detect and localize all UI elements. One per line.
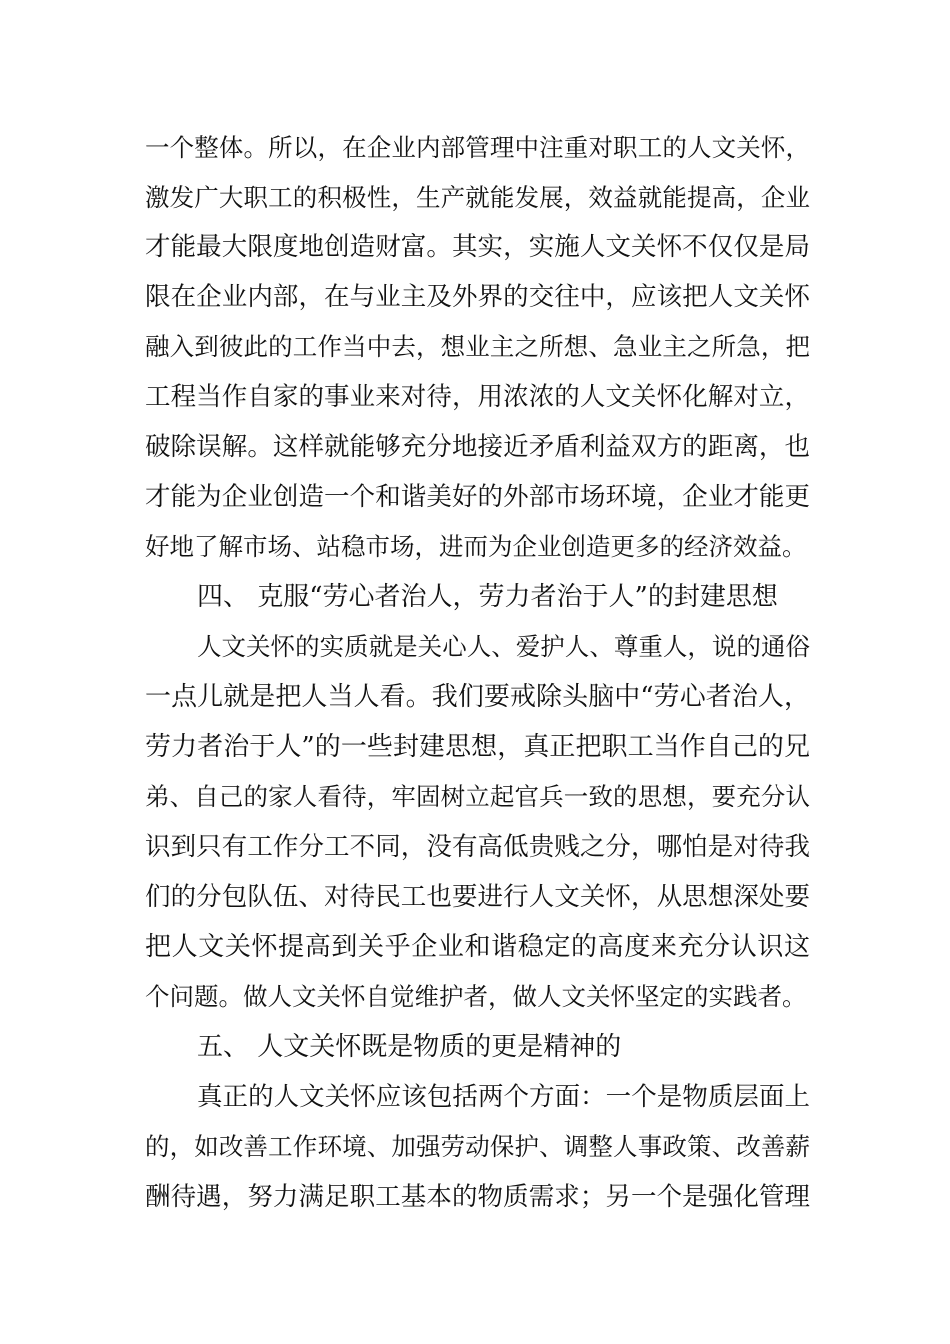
text-line: 的，如改善工作环境、加强劳动保护、调整人事政策、改善薪 [145,1132,810,1161]
text-line: 一点儿就是把人当人看。我们要戒除头脑中“劳心者治人， [145,682,810,712]
text-line: 融入到彼此的工作当中去，想业主之所想、急业主之所急，把 [145,332,810,361]
text-line: 才能最大限度地创造财富。其实，实施人文关怀不仅仅是局 [145,232,810,262]
section-heading: 四、 克服“劳心者治人，劳力者治于人”的封建思想 [197,582,778,612]
text-line: 工程当作自家的事业来对待，用浓浓的人文关怀化解对立， [145,382,810,412]
text-line: 限在企业内部，在与业主及外界的交往中，应该把人文关怀 [145,282,810,312]
text-line: 个问题。做人文关怀自觉维护者，做人文关怀坚定的实践者。 [145,982,807,1011]
text-line: 激发广大职工的积极性，生产就能发展，效益就能提高，企业 [145,183,810,212]
text-line: 劳力者治于人”的一些封建思想，真正把职工当作自己的兄 [145,732,810,762]
text-line: 酬待遇，努力满足职工基本的物质需求；另一个是强化管理 [145,1182,810,1212]
text-line: 们的分包队伍、对待民工也要进行人文关怀，从思想深处要 [145,882,810,912]
text-line: 一个整体。所以，在企业内部管理中注重对职工的人文关怀， [145,133,810,162]
text-line: 把人文关怀提高到关乎企业和谐稳定的高度来充分认识这 [145,932,810,962]
text-line: 弟、自己的家人看待，牢固树立起官兵一致的思想，要充分认 [145,782,810,811]
text-line: 人文关怀的实质就是关心人、爱护人、尊重人，说的通俗 [197,632,810,661]
text-line: 破除误解。这样就能够充分地接近矛盾利益双方的距离，也 [145,432,810,462]
text-line: 真正的人文关怀应该包括两个方面：一个是物质层面上 [197,1082,810,1112]
text-line: 好地了解市场、站稳市场，进而为企业创造更多的经济效益。 [145,532,807,561]
text-line: 才能为企业创造一个和谐美好的外部市场环境，企业才能更 [145,482,810,512]
section-heading: 五、 人文关怀既是物质的更是精神的 [197,1032,622,1062]
text-line: 识到只有工作分工不同，没有高低贵贱之分，哪怕是对待我 [145,832,810,862]
